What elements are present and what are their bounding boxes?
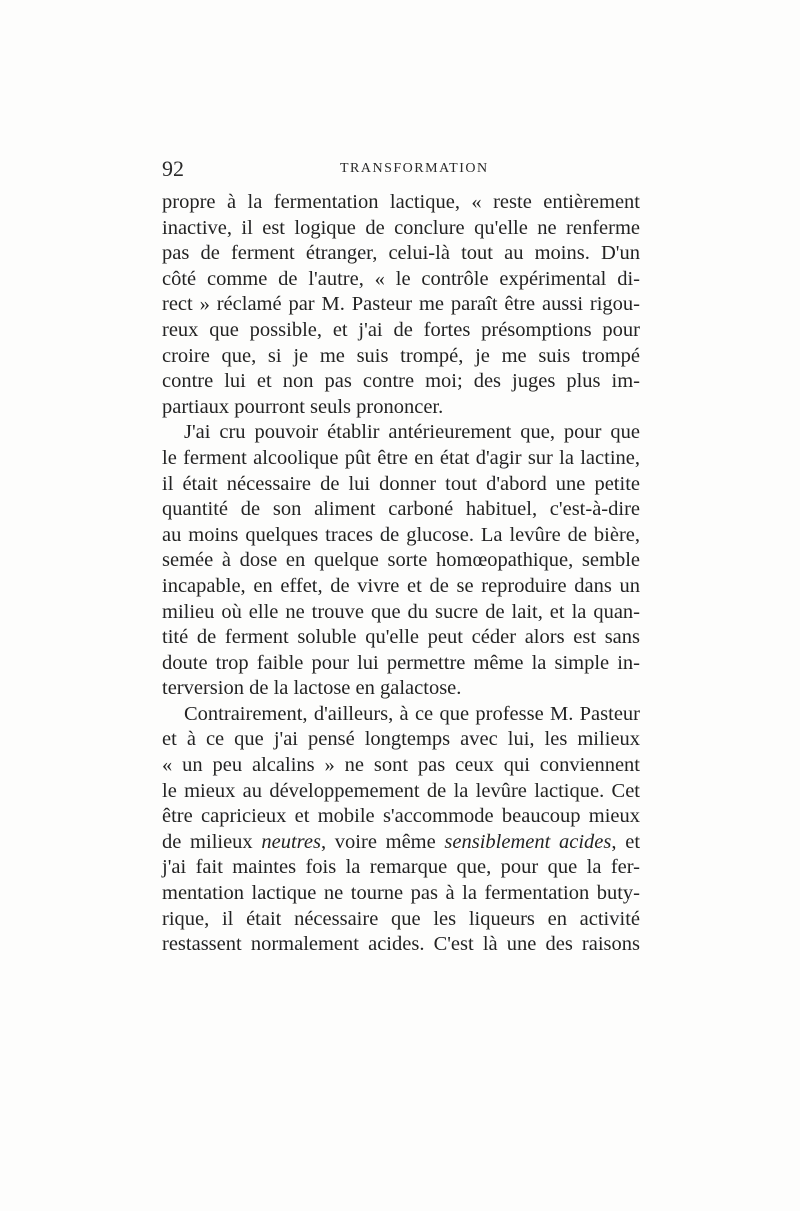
text-line: côté comme de l'autre, « le contrôle expérimental di- (162, 267, 640, 290)
page-number: 92 (162, 156, 184, 181)
text-line: reux que possible, et j'ai de fortes présomptions pour (162, 318, 640, 341)
text-line: « un peu alcalins » ne sont pas ceux qui conviennent (162, 754, 640, 777)
text-line: partiaux pourront seuls prononcer. (162, 395, 444, 418)
text-segment: , voire même (320, 830, 445, 853)
text-line: J'ai cru pouvoir établir antérieurement que, pour que (184, 421, 640, 444)
body-text (162, 190, 640, 958)
text-segment: de milieux (162, 830, 262, 853)
text-line: croire que, si je me suis trompé, je me suis trompé (162, 344, 640, 367)
italic-term-acides: sensiblement acides (444, 830, 612, 853)
text-line: contre lui et non pas contre moi; des juges plus im- (162, 370, 640, 393)
text-line: incapable, en effet, de vivre et de se reproduire dans un (162, 574, 640, 597)
text-line: et à ce que j'ai pensé longtemps avec lui, les milieux (162, 728, 640, 751)
text-line: le ferment alcoolique pût être en état d'agir sur la lactine, (162, 446, 640, 469)
text-line: doute trop faible pour lui permettre même la simple in- (162, 651, 640, 674)
page-header (162, 156, 642, 186)
text-line: semée à dose en quelque sorte homœopathique, semble (162, 549, 640, 572)
text-line: rect » réclamé par M. Pasteur me paraît être aussi rigou- (162, 293, 640, 316)
text-line: inactive, il est logique de conclure qu'elle ne renferme (162, 216, 640, 239)
paragraph-3 (162, 702, 640, 958)
text-line: Contrairement, d'ailleurs, à ce que professe M. Pasteur (184, 702, 640, 725)
text-segment: , et (611, 830, 641, 853)
running-head: TRANSFORMATION (340, 161, 489, 176)
text-line-with-italics (162, 830, 640, 856)
text-line: rique, il était nécessaire que les liqueurs en activité (162, 907, 640, 930)
text-line: il était nécessaire de lui donner tout d'abord une petite (162, 472, 640, 495)
text-line: milieu où elle ne trouve que du sucre de lait, et la quan- (162, 600, 640, 623)
text-line: propre à la fermentation lactique, « reste entièrement (162, 191, 640, 213)
text-line: quantité de son aliment carboné habituel, c'est-à-dire (162, 498, 640, 521)
paragraph-2 (162, 420, 640, 702)
text-line: tité de ferment soluble qu'elle peut céder alors est sans (162, 626, 640, 649)
italic-term-neutres: neutres (261, 830, 321, 853)
text-line: j'ai fait maintes fois la remarque que, pour que la fer- (162, 856, 640, 879)
text-line: mentation lactique ne tourne pas à la fermentation buty- (162, 882, 640, 905)
text-line: le mieux au développemement de la levûre lactique. Cet (162, 779, 640, 802)
text-line: terversion de la lactose en galactose. (162, 677, 462, 700)
text-line: pas de ferment étranger, celui-là tout au moins. D'un (162, 242, 640, 265)
text-line: au moins quelques traces de glucose. La levûre de bière, (162, 523, 640, 546)
text-line: restassent normalement acides. C'est là une des raisons (162, 933, 640, 956)
paragraph-1 (162, 190, 640, 420)
text-line: être capricieux et mobile s'accommode beaucoup mieux (162, 805, 640, 828)
